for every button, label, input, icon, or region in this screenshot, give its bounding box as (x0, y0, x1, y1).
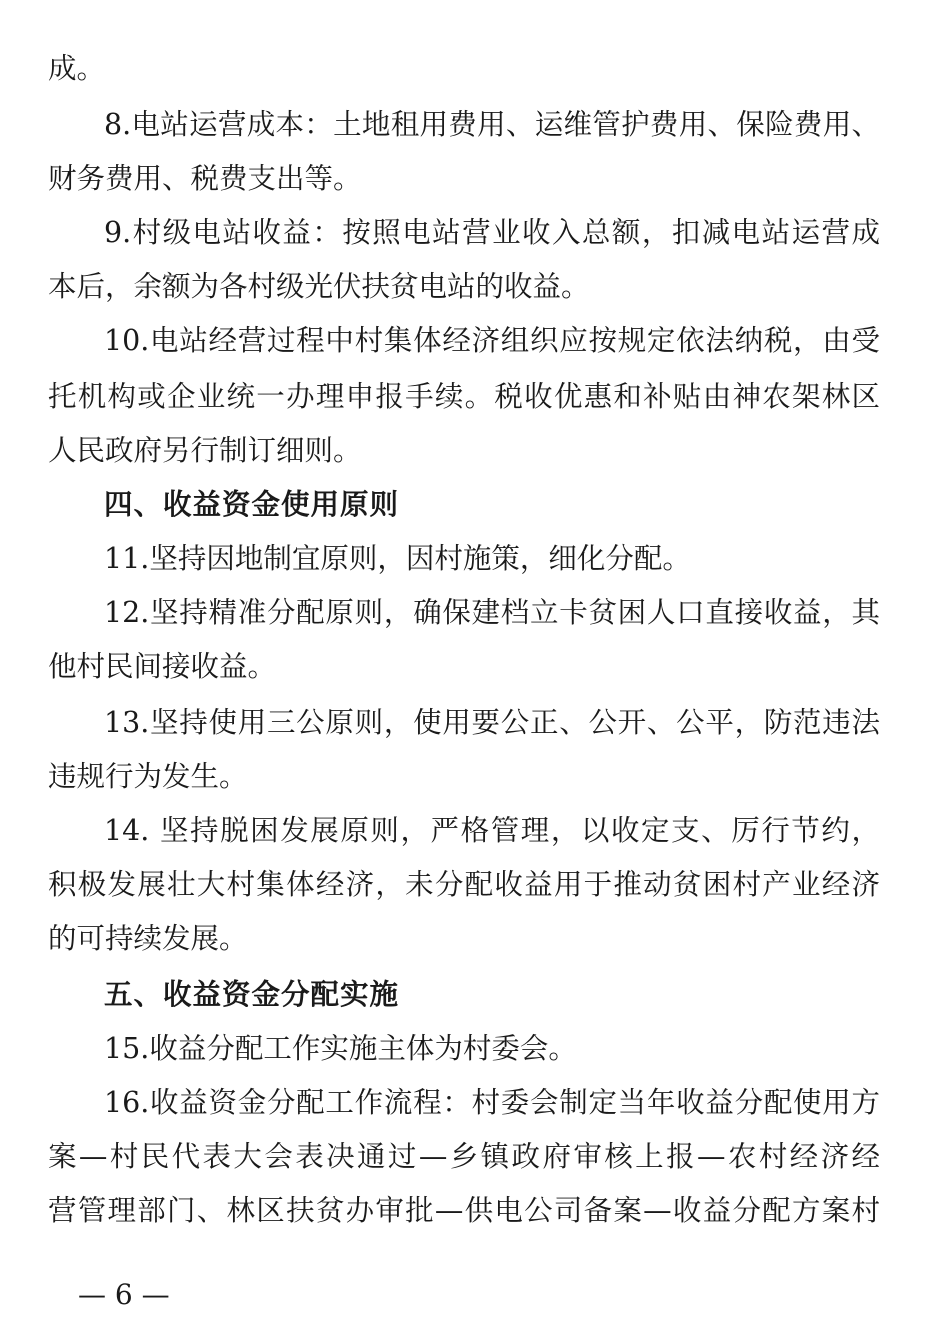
text-line: 的可持续发展。 (48, 922, 248, 955)
text-line-item-14: 14. 坚持脱困发展原则，严格管理，以收定支、厉行节约， (104, 814, 880, 847)
text-line: 他村民间接收益。 (48, 650, 277, 683)
text-line-item-12: 12.坚持精准分配原则，确保建档立卡贫困人口直接收益，其 (104, 596, 880, 629)
text-line: 案—村民代表大会表决通过—乡镇政府审核上报—农村经济经 (48, 1140, 880, 1173)
text-line: 积极发展壮大村集体经济，未分配收益用于推动贫困村产业经济 (48, 868, 880, 901)
text-line-item-10: 10.电站经营过程中村集体经济组织应按规定依法纳税，由受 (104, 324, 880, 357)
text-line: 营管理部门、林区扶贫办审批—供电公司备案—收益分配方案村 (48, 1194, 880, 1227)
text-line-item-11: 11.坚持因地制宜原则，因村施策，细化分配。 (104, 542, 691, 575)
text-line: 人民政府另行制订细则。 (48, 434, 362, 467)
text-line: 托机构或企业统一办理申报手续。税收优惠和补贴由神农架林区 (48, 380, 880, 413)
text-line-item-16: 16.收益资金分配工作流程：村委会制定当年收益分配使用方 (104, 1086, 880, 1119)
text-line: 成。 (48, 52, 106, 85)
text-line-item-8: 8.电站运营成本：土地租用费用、运维管护费用、保险费用、 (104, 108, 880, 141)
text-line: 财务费用、税费支出等。 (48, 162, 362, 195)
text-line: 违规行为发生。 (48, 760, 248, 793)
text-line-item-9: 9.村级电站收益：按照电站营业收入总额，扣减电站运营成 (104, 216, 880, 249)
section-heading-5: 五、收益资金分配实施 (104, 978, 400, 1011)
text-line-item-15: 15.收益分配工作实施主体为村委会。 (104, 1032, 577, 1065)
text-line-item-13: 13.坚持使用三公原则，使用要公正、公开、公平，防范违法 (104, 706, 880, 739)
text-line: 本后，余额为各村级光伏扶贫电站的收益。 (48, 270, 590, 303)
section-heading-4: 四、收益资金使用原则 (104, 488, 400, 521)
page-number: — 6 — (78, 1278, 170, 1311)
